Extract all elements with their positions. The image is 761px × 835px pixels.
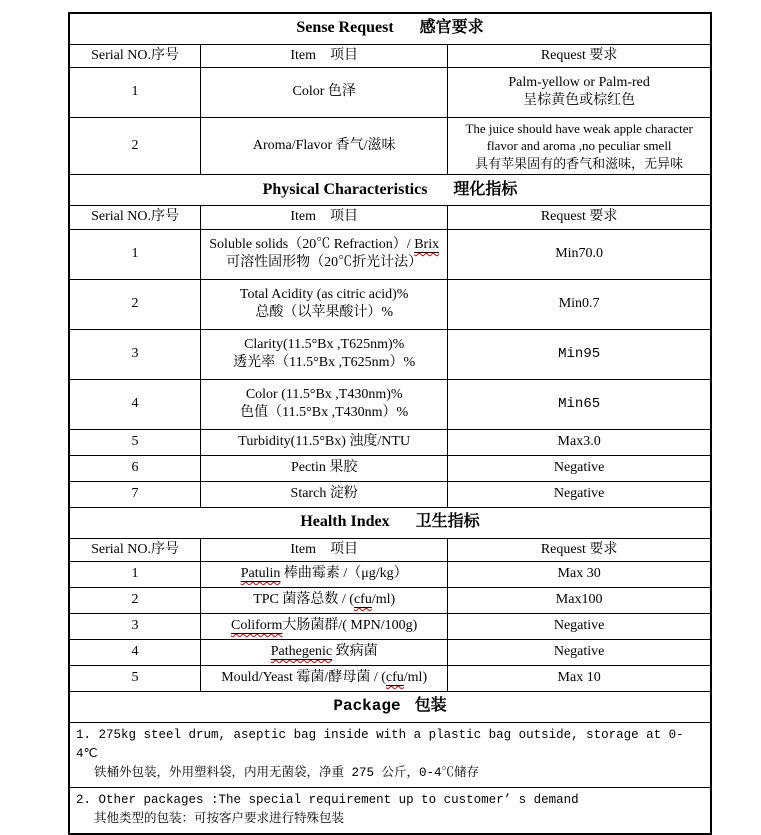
item-line-en: Clarity(11.5°Bx ,T625nm)% bbox=[244, 336, 405, 352]
section-title-sense-zh: 感官要求 bbox=[419, 19, 484, 37]
table-row bbox=[69, 429, 711, 455]
cell-request: Negative bbox=[448, 481, 711, 507]
cell-serial: 2 bbox=[69, 587, 201, 613]
spellcheck-underline bbox=[414, 237, 439, 252]
cell-serial: 5 bbox=[69, 665, 201, 691]
cell-serial: 3 bbox=[69, 329, 201, 379]
package-line-zh: 其他类型的包装：可按客户要求进行特殊包装 bbox=[94, 812, 345, 827]
item-text: TPC 菌落总数 / ( bbox=[253, 592, 354, 608]
spellcheck-underline bbox=[241, 566, 281, 581]
table-row bbox=[69, 279, 711, 329]
request-line-zh: 具有苹果固有的香气和滋味，无异味 bbox=[475, 155, 684, 171]
package-line-en bbox=[76, 726, 704, 765]
item-text: Soluble solids（20℃ Refraction）/ bbox=[209, 236, 415, 252]
cell-request: Max 10 bbox=[448, 665, 711, 691]
request-line-en: Palm-yellow or Palm-red bbox=[508, 75, 650, 90]
cell-item bbox=[201, 639, 448, 665]
column-header-item: Item 项目 bbox=[201, 206, 448, 229]
table-row bbox=[69, 613, 711, 639]
package-item-text-en: Other packages :The special requirement up to customer’ s demand bbox=[98, 792, 579, 807]
table-row bbox=[69, 587, 711, 613]
cell-item bbox=[201, 587, 448, 613]
table-row bbox=[69, 561, 711, 587]
cell-request bbox=[448, 117, 711, 175]
cell-item: Aroma/Flavor 香气/滋味 bbox=[201, 117, 448, 175]
package-item-text-en: 275kg steel drum, aseptic bag inside with a plastic bag outside, storage at 0-4℃ bbox=[76, 727, 684, 762]
package-item-row bbox=[69, 722, 711, 787]
table-row bbox=[69, 639, 711, 665]
item-text: /ml) bbox=[403, 670, 428, 686]
package-item-row bbox=[69, 787, 711, 833]
table-row bbox=[69, 379, 711, 429]
package-item-number: 1. bbox=[76, 727, 92, 742]
request-line-zh: 呈棕黄色或棕红色 bbox=[523, 93, 636, 109]
item-line-zh: 色值（11.5°Bx ,T430nm）% bbox=[240, 405, 409, 421]
column-header-request: Request 要求 bbox=[448, 44, 711, 67]
package-line-zh: 铁桶外包装，外用塑料袋，内用无菌袋，净重 275 公斤，0-4℃储存 bbox=[94, 766, 480, 781]
section-title-package-en: Package bbox=[333, 697, 401, 716]
cell-serial: 1 bbox=[69, 67, 201, 117]
package-line-en bbox=[76, 791, 704, 810]
section-title-health bbox=[69, 507, 711, 538]
column-header-serial: Serial NO.序号 bbox=[69, 206, 201, 229]
table-row bbox=[69, 481, 711, 507]
spellcheck-underline bbox=[354, 592, 372, 607]
column-header-request: Request 要求 bbox=[448, 206, 711, 229]
cell-item: Color 色泽 bbox=[201, 67, 448, 117]
item-text-underlined: Coliform bbox=[231, 618, 283, 634]
cell-serial: 4 bbox=[69, 639, 201, 665]
cell-serial: 7 bbox=[69, 481, 201, 507]
cell-request: Min65 bbox=[448, 379, 711, 429]
package-item-cell bbox=[69, 787, 711, 833]
table-row bbox=[69, 329, 711, 379]
table-row bbox=[69, 665, 711, 691]
section-title-physical-en: Physical Characteristics bbox=[262, 180, 428, 198]
item-line-zh: 透光率（11.5°Bx ,T625nm）% bbox=[233, 355, 416, 371]
cell-request: Max3.0 bbox=[448, 429, 711, 455]
cell-request: Min70.0 bbox=[448, 229, 711, 279]
cell-serial: 2 bbox=[69, 117, 201, 175]
item-text: 棒曲霉素 /（μg/kg） bbox=[280, 566, 408, 582]
cell-request: Negative bbox=[448, 613, 711, 639]
cell-serial: 3 bbox=[69, 613, 201, 639]
item-text: Mould/Yeast 霉菌/酵母菌 / ( bbox=[221, 670, 386, 686]
column-header-row bbox=[69, 44, 711, 67]
item-text-underlined: Brix bbox=[414, 236, 440, 252]
request-line-en: The juice should have weak apple character bbox=[465, 120, 693, 136]
table-row bbox=[69, 455, 711, 481]
spellcheck-underline bbox=[386, 670, 404, 685]
item-line-en: Total Acidity (as citric acid)% bbox=[239, 286, 409, 302]
cell-serial: 2 bbox=[69, 279, 201, 329]
cell-item bbox=[201, 229, 448, 279]
cell-item bbox=[201, 379, 448, 429]
item-line-en bbox=[205, 236, 443, 254]
section-title-health-en: Health Index bbox=[300, 513, 390, 531]
section-title-physical-zh: 理化指标 bbox=[453, 180, 518, 198]
section-title-package-cell bbox=[69, 691, 711, 722]
column-header-item: Item 项目 bbox=[201, 538, 448, 561]
cell-item: Starch 淀粉 bbox=[201, 481, 448, 507]
column-header-row bbox=[69, 538, 711, 561]
cell-request bbox=[448, 67, 711, 117]
item-line-zh: 总酸（以苹果酸计）% bbox=[255, 305, 394, 321]
spellcheck-underline bbox=[231, 618, 282, 633]
cell-request: Max 30 bbox=[448, 561, 711, 587]
section-title-health-cell bbox=[69, 507, 711, 538]
spellcheck-underline bbox=[271, 644, 332, 659]
cell-item: Pectin 果胶 bbox=[201, 455, 448, 481]
section-title-sense-cell bbox=[69, 13, 711, 44]
section-title-physical-cell bbox=[69, 175, 711, 206]
table-row bbox=[69, 67, 711, 117]
section-title-sense-en: Sense Request bbox=[296, 19, 394, 37]
cell-serial: 1 bbox=[69, 561, 201, 587]
cell-request: Negative bbox=[448, 639, 711, 665]
section-title-health-zh: 卫生指标 bbox=[415, 513, 480, 531]
cell-item bbox=[201, 329, 448, 379]
column-header-serial: Serial NO.序号 bbox=[69, 538, 201, 561]
column-header-serial: Serial NO.序号 bbox=[69, 44, 201, 67]
item-line-zh: 可溶性固形物（20℃折光计法） bbox=[226, 255, 423, 271]
column-header-item: Item 项目 bbox=[201, 44, 448, 67]
cell-serial: 1 bbox=[69, 229, 201, 279]
cell-item bbox=[201, 613, 448, 639]
item-text: /ml) bbox=[371, 592, 396, 608]
cell-serial: 5 bbox=[69, 429, 201, 455]
item-text: 致病菌 bbox=[332, 644, 378, 660]
table-row bbox=[69, 117, 711, 175]
table-row bbox=[69, 229, 711, 279]
cell-serial: 4 bbox=[69, 379, 201, 429]
column-header-request: Request 要求 bbox=[448, 538, 711, 561]
column-header-row bbox=[69, 206, 711, 229]
section-title-sense bbox=[69, 13, 711, 44]
spec-table bbox=[68, 12, 712, 835]
cell-request: Max100 bbox=[448, 587, 711, 613]
section-title-package-zh: 包装 bbox=[414, 697, 447, 716]
cell-item: Turbidity(11.5°Bx) 浊度/NTU bbox=[201, 429, 448, 455]
cell-item bbox=[201, 279, 448, 329]
item-text-underlined: Patulin bbox=[240, 566, 281, 582]
request-line-en: flavor and aroma ,no peculiar smell bbox=[486, 138, 672, 154]
cell-request: Min95 bbox=[448, 329, 711, 379]
cell-serial: 6 bbox=[69, 455, 201, 481]
cell-request: Min0.7 bbox=[448, 279, 711, 329]
cell-item bbox=[201, 561, 448, 587]
section-title-physical bbox=[69, 175, 711, 206]
section-title-package bbox=[69, 691, 711, 722]
item-text: 大肠菌群/( MPN/100g) bbox=[282, 618, 418, 634]
cell-item bbox=[201, 665, 448, 691]
cell-request: Negative bbox=[448, 455, 711, 481]
package-item-number: 2. bbox=[76, 792, 92, 807]
item-line-en: Color (11.5°Bx ,T430nm)% bbox=[245, 386, 403, 402]
item-text-underlined: Pathegenic bbox=[270, 644, 333, 660]
item-text-underlined: cfu bbox=[385, 670, 404, 686]
item-text-underlined: cfu bbox=[353, 592, 372, 608]
package-item-cell bbox=[69, 722, 711, 787]
